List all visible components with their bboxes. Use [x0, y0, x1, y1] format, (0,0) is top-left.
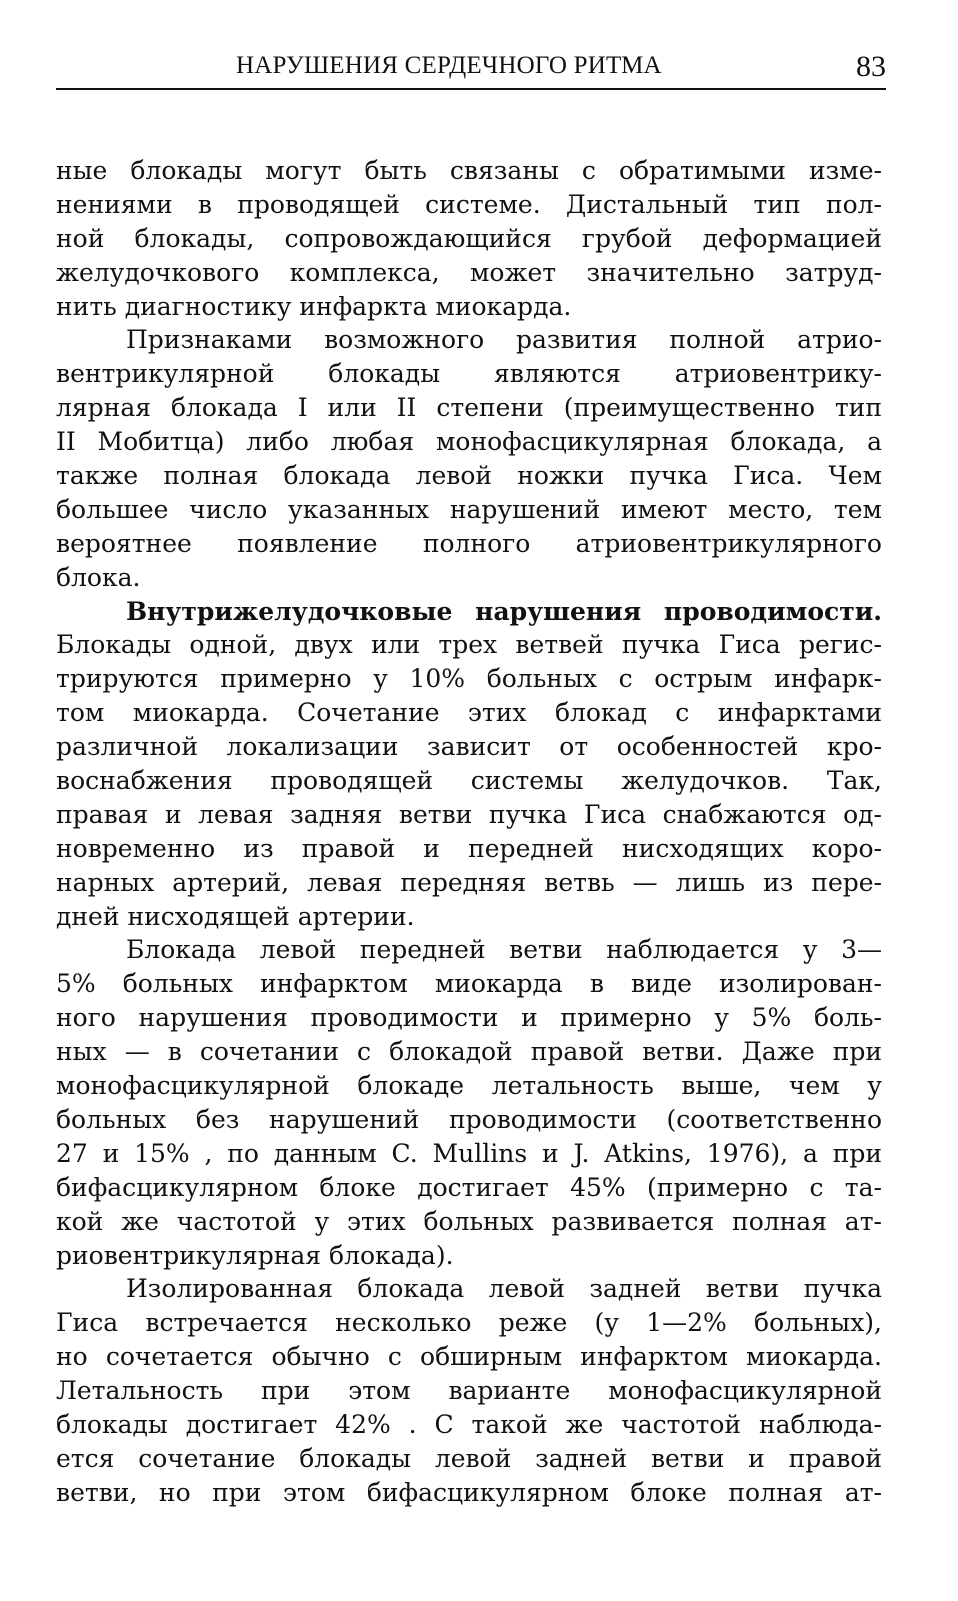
text-line: II Мобитца) либо любая монофасцикулярная блокада, а [56, 427, 882, 457]
text-line: блока. [56, 562, 141, 592]
text-line: Блокады одной, двух или трех ветвей пучка Гиса регис- [56, 630, 882, 660]
text-line: также полная блокада левой ножки пучка Гиса. Чем [56, 461, 882, 491]
body-text [56, 154, 882, 1510]
text-line: Гиса встречается несколько реже (у 1—2% больных), [56, 1308, 882, 1338]
text-line: 5% больных инфарктом миокарда в виде изолирован- [56, 969, 882, 999]
section-heading: Внутрижелудочковые нарушения проводимости. [126, 596, 882, 626]
text-line: ные блокады могут быть связаны с обратимыми изме- [56, 156, 882, 185]
text-line: большее число указанных нарушений имеют место, тем [56, 494, 882, 524]
text-line: ных — в сочетании с блокадой правой ветви. Даже при [56, 1037, 882, 1067]
text-line: ного нарушения проводимости и примерно у 5% боль- [56, 1003, 882, 1033]
text-line: нить диагностику инфаркта миокарда. [56, 291, 572, 321]
text-line: том миокарда. Сочетание этих блокад с инфарктами [56, 698, 882, 728]
text-line: нарных артерий, левая передняя ветвь — лишь из пере- [56, 867, 882, 897]
text-line: ной блокады, сопровождающийся грубой деформацией [56, 223, 882, 253]
text-line: дней нисходящей артерии. [56, 901, 415, 931]
running-head [56, 46, 886, 86]
text-line: вентрикулярной блокады являются атриовентрику- [56, 359, 882, 389]
text-line: 27 и 15% , по данным C. Mullins и J. Atkins, 1976), а при [56, 1138, 882, 1168]
text-line: желудочкового комплекса, может значительно затруд- [56, 257, 882, 287]
text-line: воснабжения проводящей системы желудочков. Так, [56, 766, 882, 796]
text-line: бифасцикулярном блоке достигает 45% (примерно с та- [56, 1172, 882, 1202]
text-line: Блокада левой передней ветви наблюдается у 3— [126, 935, 882, 965]
text-line: Признаками возможного развития полной атрио- [126, 325, 882, 355]
text-line: различной локализации зависит от особенностей кро- [56, 732, 882, 762]
text-line: вероятнее появление полного атриовентрикулярного [56, 528, 882, 558]
text-line: новременно из правой и передней нисходящих коро- [56, 833, 882, 863]
text-line: монофасцикулярной блокаде летальность выше, чем у [56, 1071, 882, 1101]
text-line: Летальность при этом варианте монофасцикулярной [56, 1376, 882, 1406]
text-line: блокады достигает 42% . С такой же частотой наблюда- [56, 1409, 882, 1439]
text-line: кой же частотой у этих больных развивается полная ат- [56, 1206, 882, 1236]
text-line: нениями в проводящей системе. Дистальный тип пол- [56, 189, 882, 219]
page-number: 83 [856, 50, 886, 83]
text-line: правая и левая задняя ветви пучка Гиса снабжаются од- [56, 799, 882, 829]
chapter-title: НАРУШЕНИЯ СЕРДЕЧНОГО РИТМА [236, 52, 662, 79]
text-line: трируются примерно у 10% больных с острым инфарк- [56, 664, 882, 694]
text-line: лярная блокада I или II степени (преимущественно тип [56, 393, 882, 423]
text-line: ветви, но при этом бифасцикулярном блоке полная ат- [56, 1477, 882, 1507]
text-line: ется сочетание блокады левой задней ветви и правой [56, 1443, 882, 1473]
text-line: риовентрикулярная блокада). [56, 1240, 454, 1270]
text-line: но сочетается обычно с обширным инфарктом миокарда. [56, 1342, 882, 1372]
section-heading-line [56, 595, 882, 629]
text-line: Изолированная блокада левой задней ветви пучка [126, 1274, 882, 1304]
header-rule [56, 88, 886, 90]
text-line: больных без нарушений проводимости (соответственно [56, 1104, 882, 1134]
